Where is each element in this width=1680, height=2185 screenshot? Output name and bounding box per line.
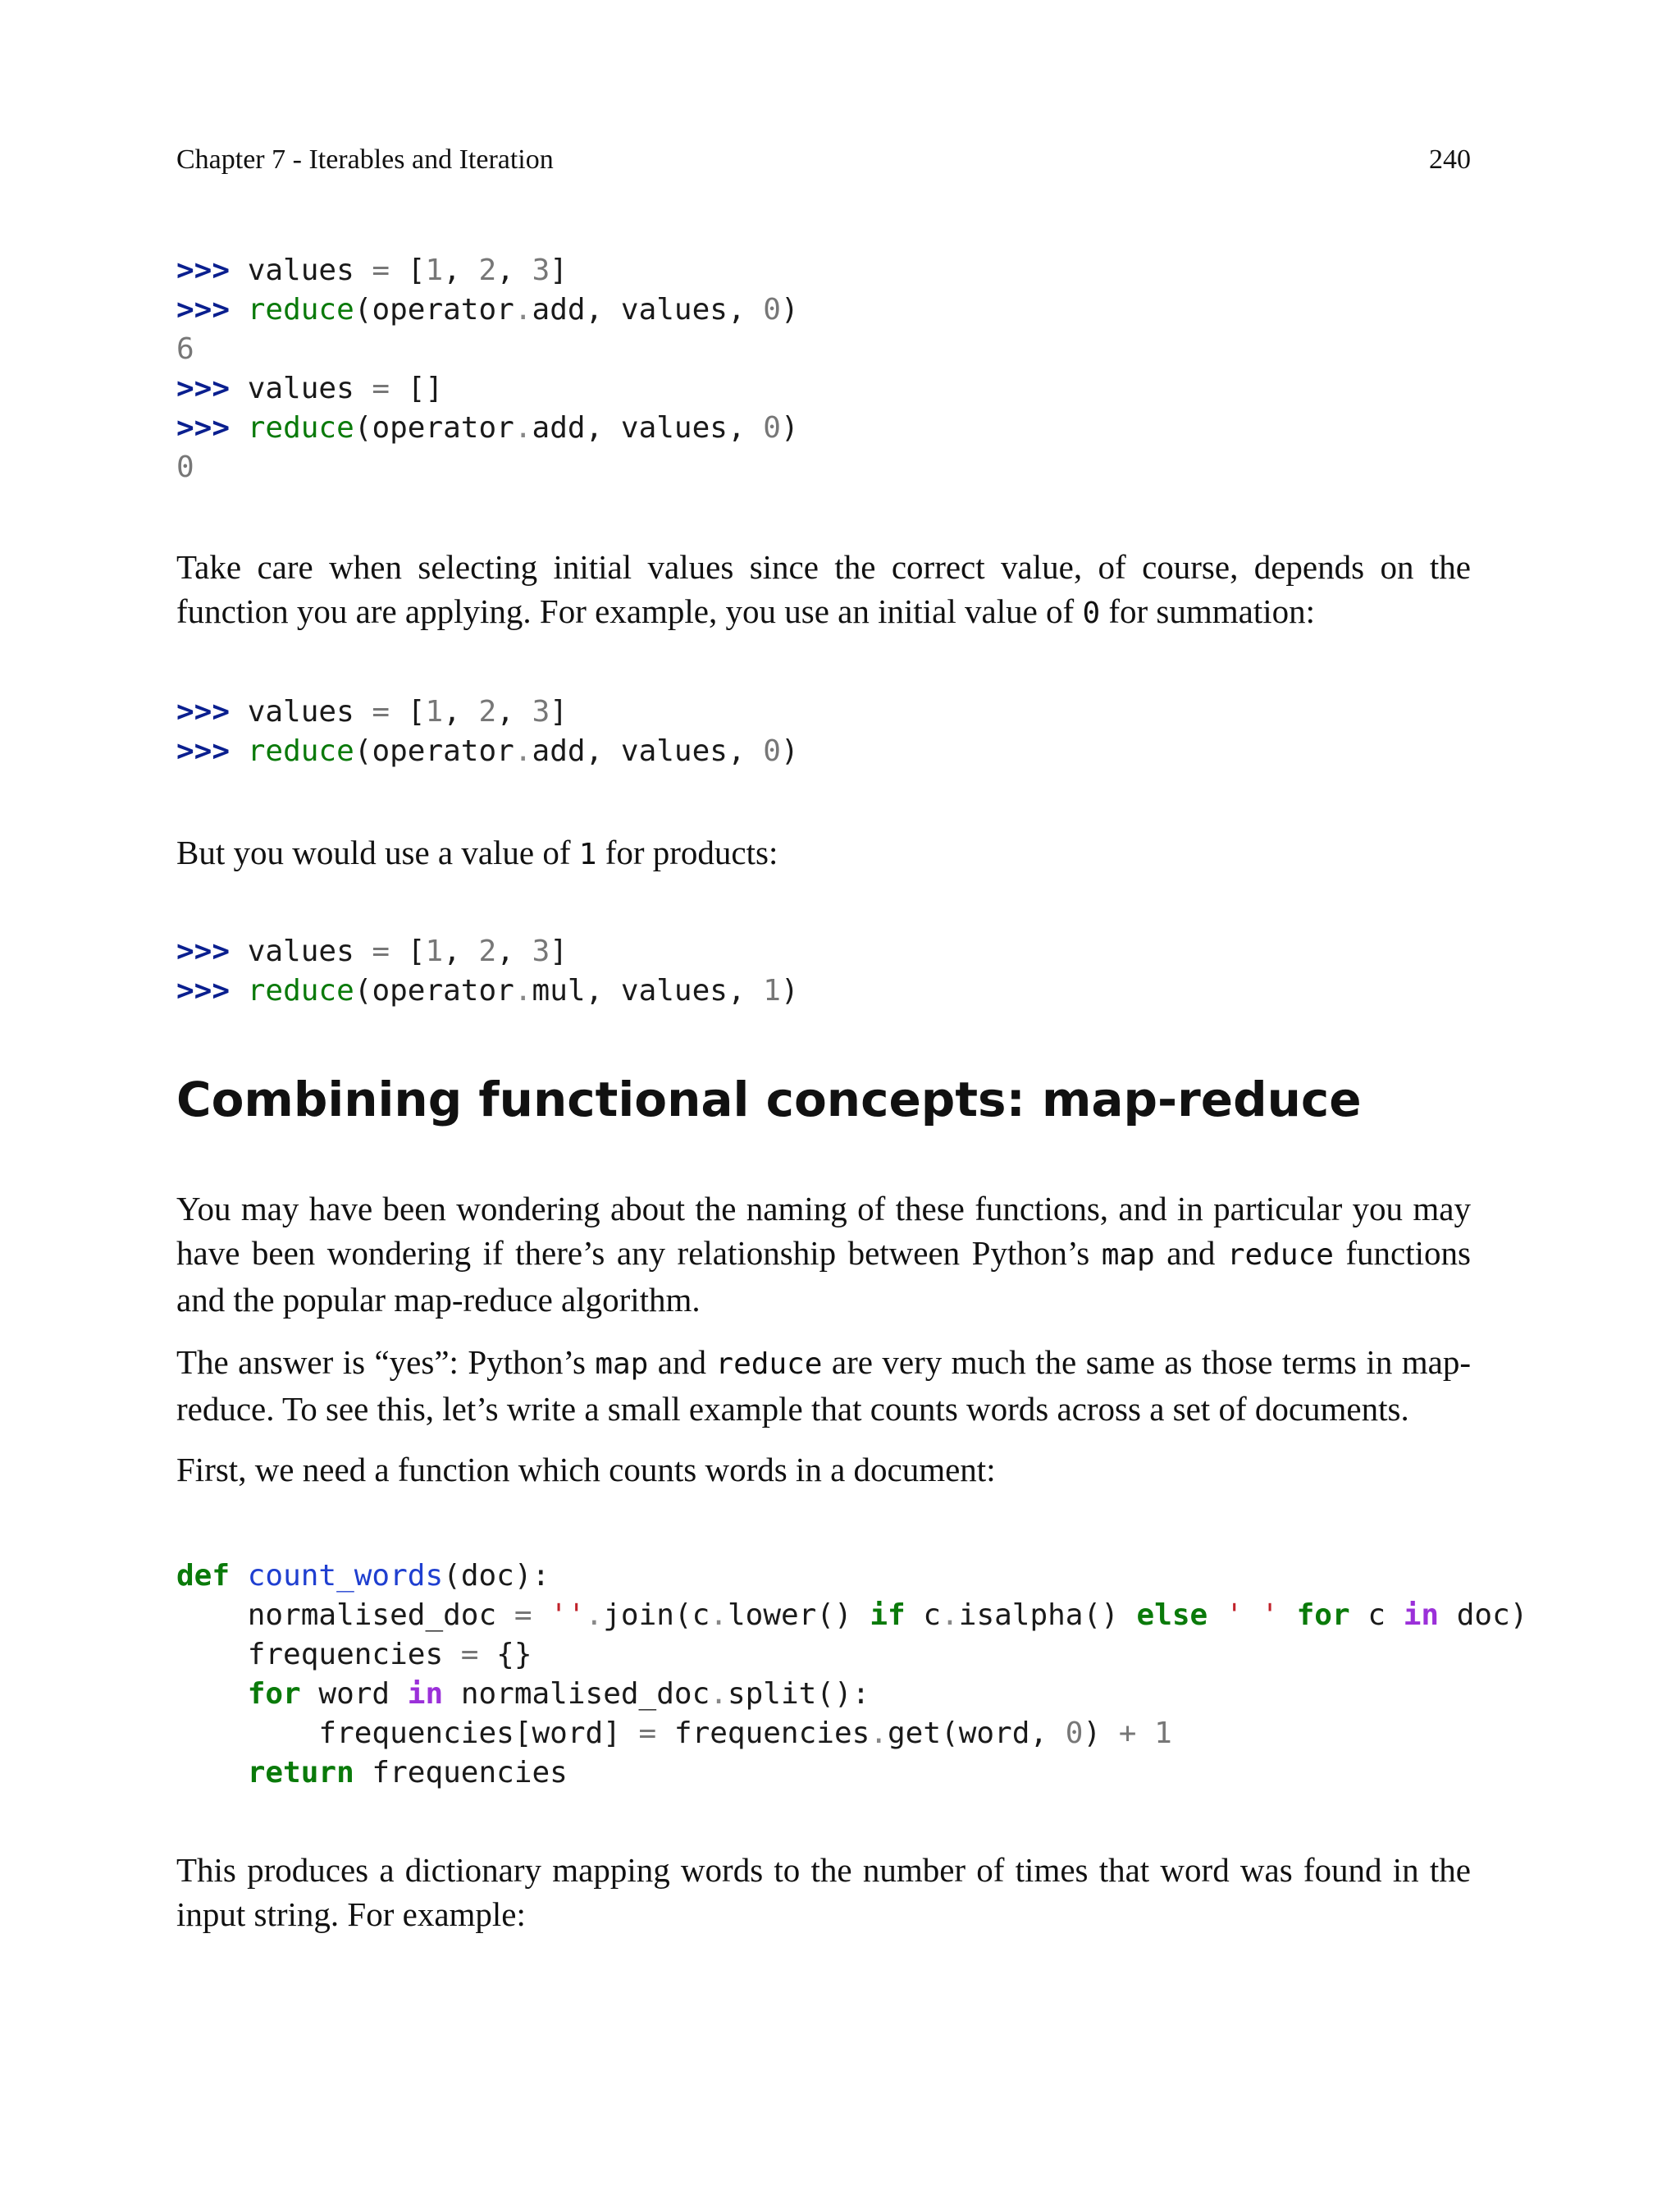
code-line: return frequencies [247,1756,568,1790]
page-number: 240 [1429,144,1471,175]
code-line: >>> values = [] [176,372,444,405]
code-output: 6 [176,332,194,366]
section-heading: Combining functional concepts: map-reduce [176,1072,1362,1127]
paragraph-naming: You may have been wondering about the naming of these functions, and in particular you may have been wondering if there’s any relationship between Python’s map and reduce functions and the popular map-reduce algorithm. [176,1190,1471,1319]
code-line: frequencies = {} [247,1638,532,1671]
code-line: >>> values = [1, 2, 3] [176,254,568,287]
code-block-count-words [176,1556,1527,1793]
running-header [176,144,1471,184]
paragraph-products: But you would use a value of 1 for products: [176,834,778,871]
paragraph-initial-values: Take care when selecting initial values since the correct value, of course, depends on the function you are applying. For example, you use an initial value of 0 for summation: [176,548,1471,630]
code-line: >>> reduce(operator.add, values, 0) [176,411,799,445]
code-line: def count_words(doc): [176,1559,550,1593]
paragraph-answer: The answer is “yes”: Python’s map and reduce are very much the same as those terms in map-reduce. To see this, let’s write a small example that counts words across a set of documents. [176,1343,1471,1428]
code-line: frequencies[word] = frequencies.get(word, 0) + 1 [318,1716,1172,1750]
code-output: 0 [176,450,194,484]
paragraph-count-function: First, we need a function which counts words in a document: [176,1451,996,1488]
code-line: >>> reduce(operator.add, values, 0) [176,293,799,327]
code-line: >>> values = [1, 2, 3] [176,695,568,729]
code-block-summation [176,693,799,771]
paragraph-dictionary: This produces a dictionary mapping words to the number of times that word was found in the input string. For example: [176,1851,1471,1933]
chapter-title: Chapter 7 - Iterables and Iteration [176,144,554,175]
code-line: >>> reduce(operator.add, values, 0) [176,734,799,768]
code-block-reduce-examples [176,251,799,487]
code-line: normalised_doc = ''.join(c.lower() if c.isalpha() else ' ' for c in doc) [247,1598,1528,1632]
code-line: for word in normalised_doc.split(): [247,1677,870,1711]
code-line: >>> values = [1, 2, 3] [176,935,568,968]
code-line: >>> reduce(operator.mul, values, 1) [176,974,799,1008]
code-block-products [176,932,799,1011]
